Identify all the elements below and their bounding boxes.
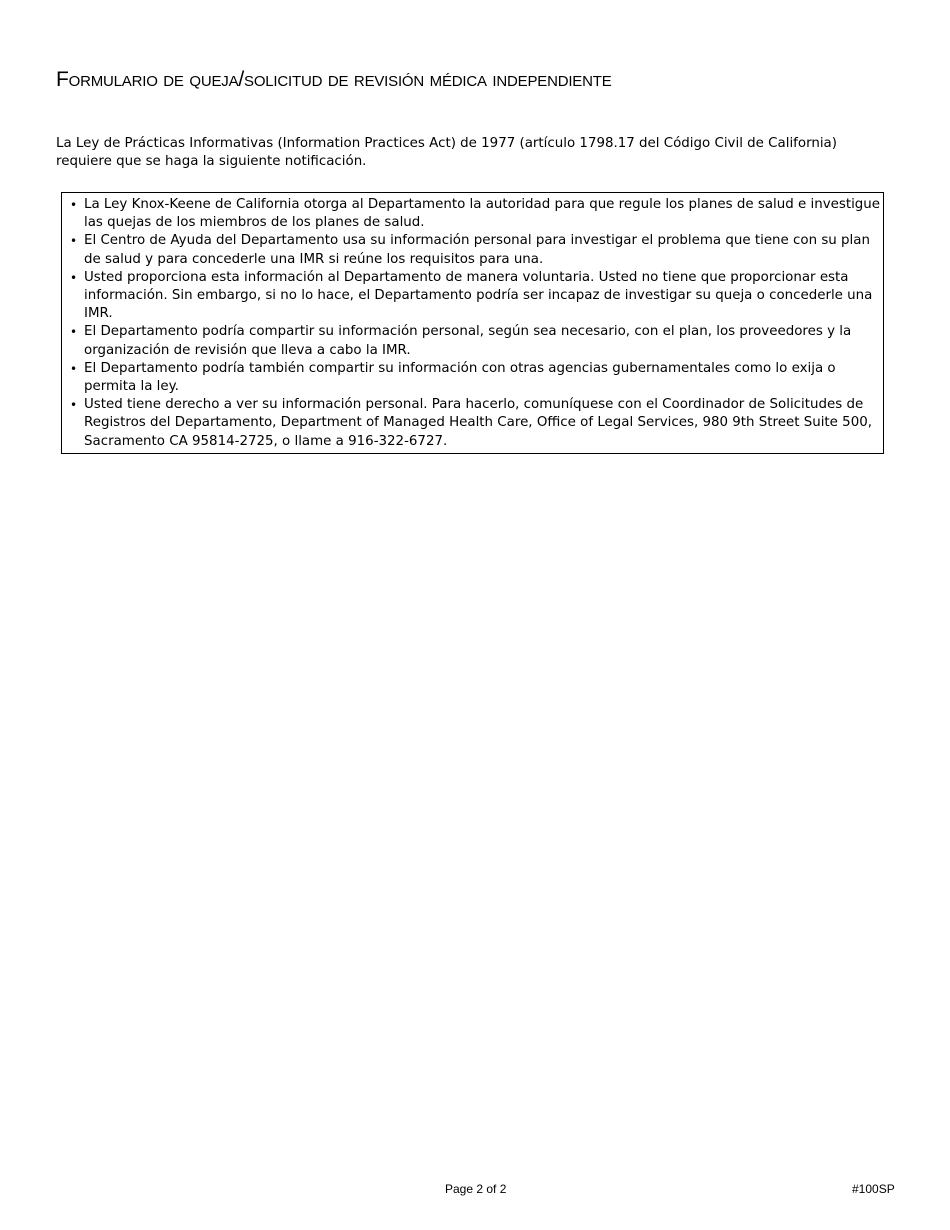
privacy-notice-list	[62, 196, 881, 451]
form-code: #100SP	[852, 1182, 895, 1196]
intro-paragraph: La Ley de Prácticas Informativas (Information Practices Act) de 1977 (artículo 1798.17 del Código Civil de California) requiere que se haga la siguiente notificación.	[56, 136, 837, 169]
notice-item-text: Usted proporciona esta información al Departamento de manera voluntaria. Usted no tiene que proporcionar esta información. Sin embargo, si no lo hace, el Departamento podría ser incapaz de investigar su queja o concederle una IMR.	[84, 269, 873, 322]
notice-item	[62, 196, 881, 232]
notice-item	[62, 232, 881, 268]
notice-item	[62, 360, 881, 396]
notice-item-text: La Ley Knox-Keene de California otorga al Departamento la autoridad para que regule los planes de salud e investigue las quejas de los miembros de los planes de salud.	[84, 197, 881, 231]
notice-item	[62, 269, 881, 324]
notice-item-text: El Departamento podría compartir su información personal, según sea necesario, con el plan, los proveedores y la organización de revisión que lleva a cabo la IMR.	[84, 324, 852, 358]
page-number: Page 2 of 2	[445, 1182, 507, 1196]
privacy-notice-box	[61, 192, 884, 454]
notice-item	[62, 396, 881, 451]
bullet-icon: •	[70, 361, 78, 376]
notice-item-text: Usted tiene derecho a ver su información personal. Para hacerlo, comuníquese con el Coordinador de Solicitudes de Registros del Departamento, Department of Managed Health Care, Office of Legal Services, 980 9th Street Suite 500, Sacramento CA 95814-2725, o llame a 916-322-6727.	[84, 397, 872, 449]
bullet-icon: •	[70, 325, 78, 340]
bullet-icon: •	[70, 270, 78, 285]
notice-item-text: El Departamento podría también compartir su información con otras agencias gubernamentales como lo exija o permita la ley.	[84, 360, 836, 395]
form-title: Formulario de queja/solicitud de revisión médica independiente	[56, 68, 612, 91]
notice-item-text: El Centro de Ayuda del Departamento usa su información personal para investigar el problema que tiene con su plan de salud y para concederle una IMR si reúne los requisitos para una.	[84, 233, 870, 267]
bullet-icon: •	[70, 398, 78, 413]
bullet-icon: •	[70, 198, 78, 212]
notice-item	[62, 323, 881, 359]
bullet-icon: •	[70, 234, 78, 249]
